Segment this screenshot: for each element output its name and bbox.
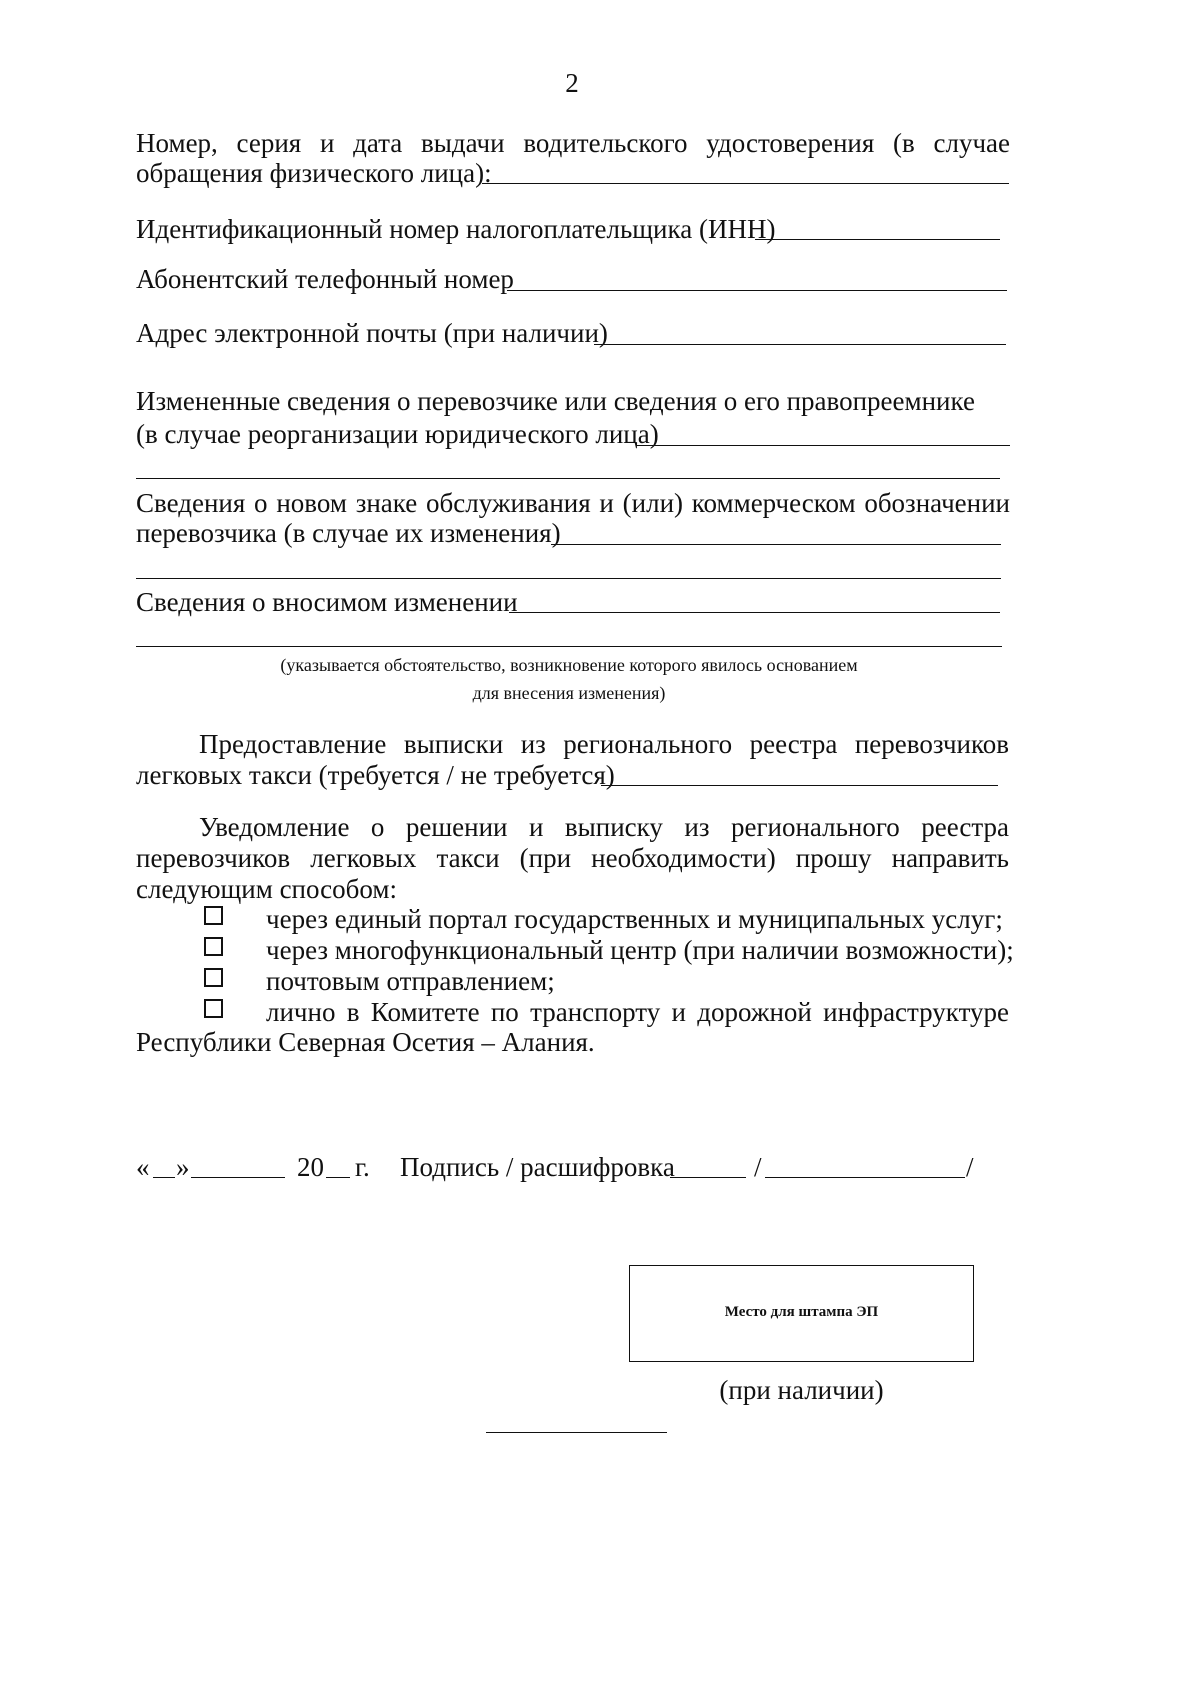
stamp-caption: (при наличии)	[719, 1375, 884, 1405]
changed-input-line1[interactable]	[636, 445, 1010, 446]
option-label-portal: через единый портал государственных и муниципальных услуг;	[266, 904, 1003, 934]
license-label-line1: Номер, серия и дата выдачи водительского удостоверения (в случае	[136, 128, 1010, 158]
changed-label-line2: (в случае реорганизации юридического лица)	[136, 419, 659, 449]
date-year-prefix: 20	[297, 1152, 324, 1182]
change-info-input-line2[interactable]	[136, 646, 1002, 647]
page-number: 2	[565, 68, 579, 98]
changed-input-line2[interactable]	[136, 478, 1000, 479]
sign-label-line2: перевозчика (в случае их изменения)	[136, 518, 561, 548]
email-input-line[interactable]	[594, 344, 1006, 345]
option-checkbox-mfc[interactable]	[204, 937, 223, 956]
option-label-in-person: лично в Комитете по транспорту и дорожной инфраструктуре	[266, 997, 1009, 1027]
notification-line2: перевозчиков легковых такси (при необходимости) прошу направить	[136, 843, 1009, 873]
option-checkbox-portal[interactable]	[204, 906, 223, 925]
signature-label: Подпись / расшифровка	[400, 1152, 675, 1182]
stamp-label: Место для штампа ЭП	[724, 1304, 879, 1320]
email-label: Адрес электронной почты (при наличии)	[136, 318, 608, 348]
license-input-line[interactable]	[482, 183, 1009, 184]
change-note-line2: для внесения изменения)	[472, 683, 666, 703]
option-label-mfc: через многофункциональный центр (при наличии возможности);	[266, 935, 1014, 965]
option-label-mail: почтовым отправлением;	[266, 966, 555, 996]
option-label-in-person-cont: Республики Северная Осетия – Алания.	[136, 1027, 595, 1057]
date-year-suffix: г.	[355, 1152, 370, 1182]
change-info-label: Сведения о вносимом изменении	[136, 587, 518, 617]
notification-line3: следующим способом:	[136, 874, 397, 904]
date-day-input-line[interactable]	[153, 1177, 175, 1178]
phone-input-line[interactable]	[507, 290, 1007, 291]
change-info-input-line1[interactable]	[509, 612, 1000, 613]
date-year-input-line[interactable]	[326, 1177, 350, 1178]
option-checkbox-mail[interactable]	[204, 968, 223, 987]
extract-label-line2: легковых такси (требуется / не требуется)	[136, 760, 615, 790]
notification-line1: Уведомление о решении и выписку из регионального реестра	[199, 812, 1009, 842]
sign-input-line2[interactable]	[136, 578, 1001, 579]
sign-label-line1: Сведения о новом знаке обслуживания и (или) коммерческом обозначении	[136, 488, 1010, 518]
change-note-line1: (указывается обстоятельство, возникновение которого явилось основанием	[280, 655, 858, 675]
signature-slash-2: /	[966, 1152, 974, 1182]
date-quote-open: «	[136, 1152, 150, 1182]
option-checkbox-in-person[interactable]	[204, 999, 223, 1018]
sign-input-line1[interactable]	[551, 544, 1001, 545]
stamp-box	[629, 1265, 974, 1362]
date-quote-close: »	[176, 1152, 190, 1182]
changed-label-line1: Измененные сведения о перевозчике или сведения о его правопреемнике	[136, 386, 975, 416]
inn-input-line[interactable]	[755, 239, 1000, 240]
phone-label: Абонентский телефонный номер	[136, 264, 514, 294]
signature-input-line[interactable]	[670, 1177, 746, 1178]
bottom-divider	[486, 1432, 667, 1433]
inn-label: Идентификационный номер налогоплательщика (ИНН)	[136, 214, 776, 244]
signature-slash-1: /	[754, 1152, 762, 1182]
extract-label-line1: Предоставление выписки из регионального реестра перевозчиков	[199, 729, 1009, 759]
date-month-input-line[interactable]	[191, 1177, 285, 1178]
signature-decode-input-line[interactable]	[765, 1177, 965, 1178]
extract-input-line[interactable]	[601, 785, 998, 786]
license-label-line2: обращения физического лица):	[136, 158, 492, 188]
